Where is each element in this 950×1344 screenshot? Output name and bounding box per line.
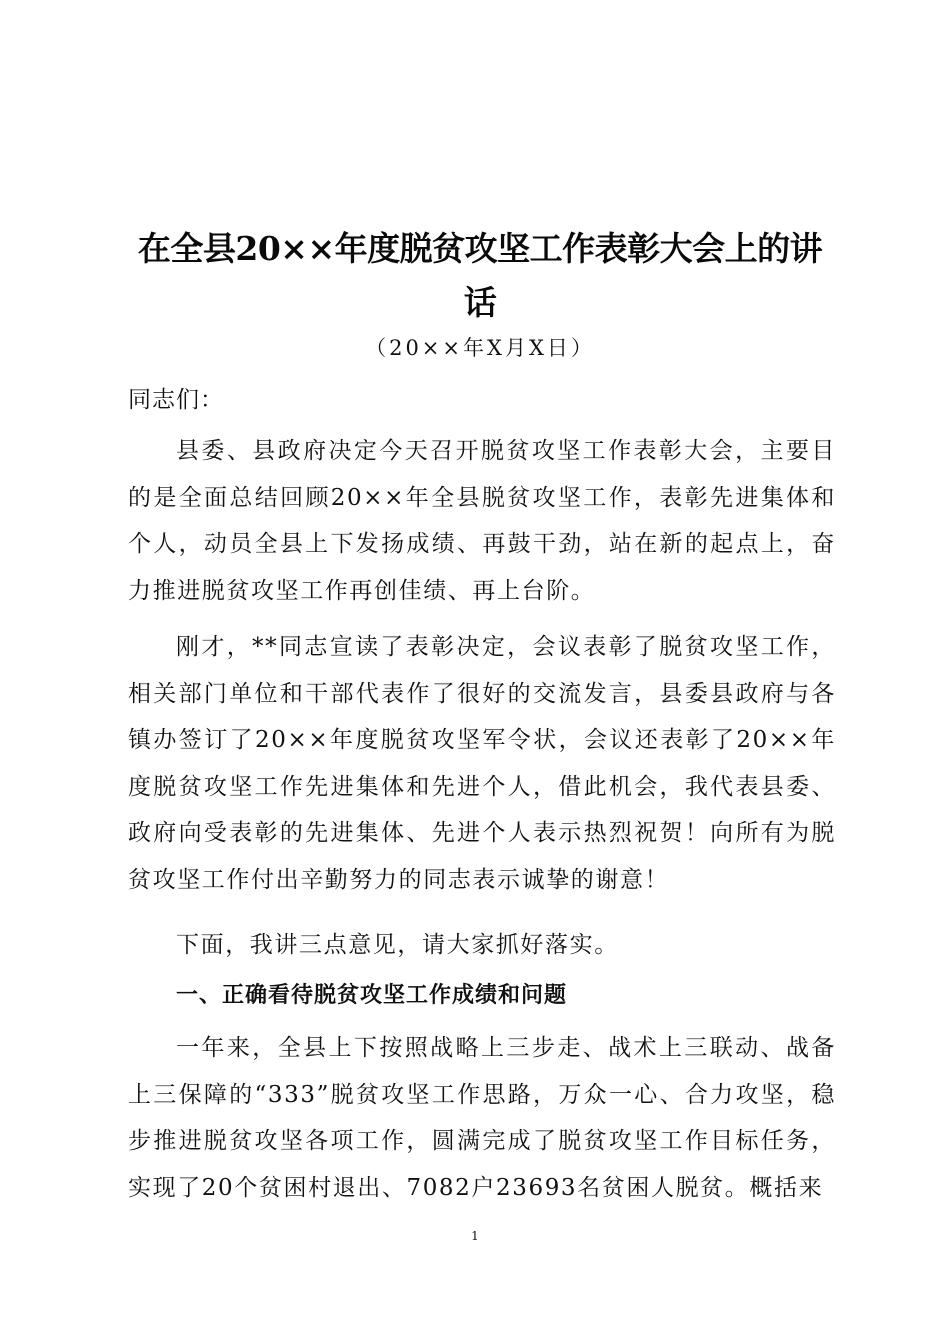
section-paragraph: 一年来，全县上下按照战略上三步走、战术上三联动、战备上三保障的“333”脱贫攻坚工作思路，万众一心、合力攻坚，稳步推进脱贫攻坚各项工作，圆满完成了脱贫攻坚工作目标任务，实现了20个贫困村退出、7082户23693名贫困人脱贫。概括来 (128, 1035, 836, 1201)
page-number: 1 (471, 1229, 479, 1243)
transition-paragraph: 下面，我讲三点意见，请大家抓好落实。 (176, 932, 619, 958)
section-heading: 一、正确看待脱贫攻坚工作成绩和问题 (176, 983, 568, 1008)
opening-paragraph: 县委、县政府决定今天召开脱贫攻坚工作表彰大会，主要目的是全面总结回顾20××年全县脱贫攻坚工作，表彰先进集体和个人，动员全县上下发扬成绩、再鼓干劲，站在新的起点上，奋力推进脱贫攻坚工作再创佳绩、再上台阶。 (128, 438, 836, 604)
document-title: 在全县20××年度脱贫攻坚工作表彰大会上的讲话 (137, 229, 823, 322)
commendation-paragraph: 刚才，**同志宣读了表彰决定，会议表彰了脱贫攻坚工作，相关部门单位和干部代表作了很好的交流发言，县委县政府与各镇办签订了20××年度脱贫攻坚军令状，会议还表彰了20××年度脱贫攻坚工作先进集体和先进个人，借此机会，我代表县委、政府向受表彰的先进集体、先进个人表示热烈祝贺！向所有为脱贫攻坚工作付出辛勤努力的同志表示诚挚的谢意！ (128, 634, 836, 893)
speech-date: （20××年X月X日） (365, 336, 595, 360)
salutation: 同志们： (128, 387, 224, 413)
